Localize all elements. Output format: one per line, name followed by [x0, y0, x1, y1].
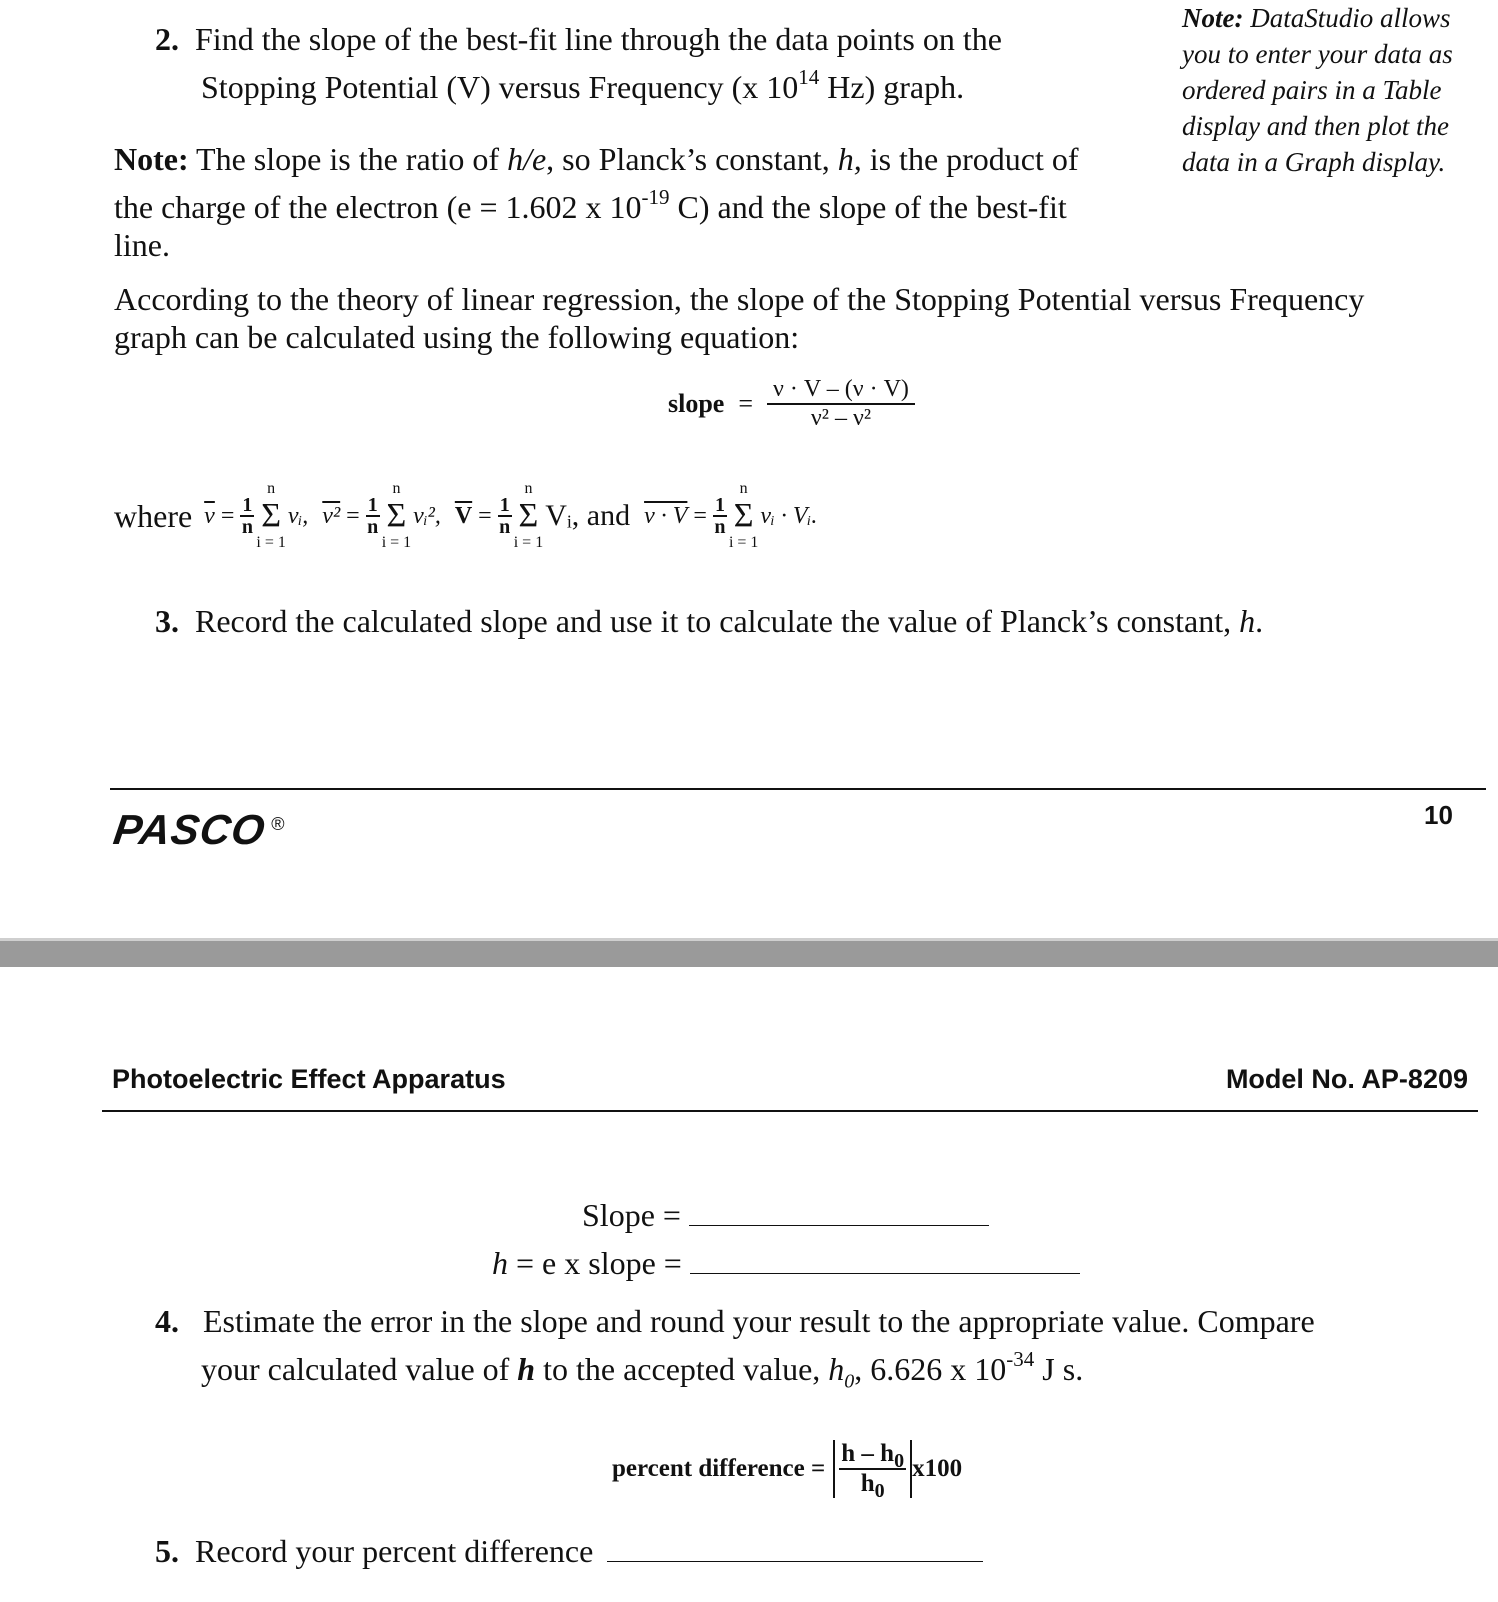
slope-label: Slope =	[582, 1197, 681, 1233]
equals-sign: =	[693, 502, 707, 529]
note-text: is the product of	[861, 141, 1079, 177]
slope-denominator: ν² – ν²	[810, 405, 872, 431]
h-answer	[492, 1244, 1080, 1282]
sum-lower: i = 1	[513, 534, 544, 551]
regression-text: According to the theory of linear regression, the slope of the Stopping Potential versus Frequency	[114, 281, 1365, 317]
step-number: 4.	[155, 1303, 179, 1339]
frac-numerator: 1	[242, 494, 253, 516]
sum-upper: n	[267, 480, 276, 497]
subscript: 0	[844, 1370, 855, 1393]
term: νᵢ · Vᵢ.	[760, 502, 818, 529]
h0-symbol: h	[828, 1351, 845, 1387]
step-5	[155, 1532, 983, 1570]
superscript: -34	[1006, 1347, 1035, 1372]
side-note-text: DataStudio allows you to enter your data as ordered pairs in a Table display and then plot the data in a Graph display.	[1182, 3, 1453, 177]
where-line	[114, 480, 817, 552]
frac-numerator: 1	[367, 494, 378, 516]
frac-numerator: 1	[714, 494, 725, 516]
note-text: the charge of the electron (e = 1.602 x 10	[114, 189, 642, 225]
superscript: -19	[641, 185, 670, 210]
pd-numerator-text: h – h	[841, 1440, 895, 1467]
slope-fraction	[767, 376, 915, 432]
nu-mean: $\overline{\nu}$	[204, 502, 215, 529]
percent-label: percent difference =	[612, 1455, 826, 1482]
pd-denominator	[860, 1470, 885, 1502]
subscript: 0	[874, 1480, 885, 1502]
h-over-e: h/e	[507, 141, 547, 177]
summation	[382, 480, 411, 552]
sum-lower: i = 1	[728, 534, 759, 551]
h-symbol: h	[517, 1351, 536, 1387]
side-note	[1182, 0, 1472, 180]
step-text: Record your percent difference	[195, 1533, 594, 1569]
frac-denominator: n	[367, 516, 379, 538]
superscript: 14	[798, 65, 820, 90]
one-over-n	[713, 495, 727, 537]
note-label: Note:	[114, 141, 189, 177]
footer-rule	[110, 788, 1486, 790]
equals-sign: =	[738, 389, 754, 418]
step-text: , 6.626 x 10	[854, 1351, 1007, 1387]
note-text: The slope is the ratio of	[188, 141, 508, 177]
equals-sign: =	[220, 502, 235, 529]
step-text: Hz) graph.	[819, 69, 965, 105]
registered-mark: ®	[271, 814, 286, 834]
step-text: J s.	[1034, 1351, 1084, 1387]
slope-answer	[582, 1196, 989, 1234]
step-text: Stopping Potential (V) versus Frequency (x 10	[201, 69, 799, 105]
sigma-symbol: Σ	[261, 497, 281, 534]
nuV-mean: ν · V	[644, 502, 688, 529]
frac-numerator: 1	[499, 494, 510, 516]
sigma-symbol: Σ	[733, 497, 754, 534]
step-text: your calculated value of	[201, 1351, 518, 1387]
step-4	[155, 1302, 1475, 1393]
note-paragraph	[114, 140, 1164, 264]
logo-text: PASCO	[110, 806, 269, 853]
h-label: = e x slope =	[508, 1245, 682, 1281]
step-text: to the accepted value,	[535, 1351, 829, 1387]
h-symbol: h,	[837, 141, 862, 177]
step-number: 2.	[155, 21, 179, 57]
sum-upper: n	[739, 480, 748, 497]
note-text: , so Planck’s constant,	[546, 141, 838, 177]
note-text: C) and the slope of the best-fit	[669, 189, 1067, 225]
step-text: Estimate the error in the slope and round your result to the appropriate value. Compare	[203, 1303, 1315, 1339]
slope-equation	[668, 376, 915, 432]
h-symbol: h	[1239, 603, 1256, 639]
equals-sign: =	[478, 502, 492, 529]
subscript: 0	[894, 1450, 905, 1472]
header-title: Photoelectric Effect Apparatus	[112, 1064, 506, 1094]
percent-difference-equation	[612, 1440, 963, 1502]
sum-lower: i = 1	[381, 534, 412, 551]
side-note-label: Note:	[1182, 3, 1244, 33]
header-rule	[102, 1110, 1478, 1112]
period: .	[1255, 603, 1264, 639]
times-100: x100	[912, 1455, 963, 1482]
step-number: 5.	[155, 1533, 179, 1569]
equals-sign: =	[346, 502, 360, 529]
note-text: line.	[114, 227, 170, 263]
absolute-value	[833, 1440, 912, 1502]
step-3	[155, 602, 1455, 640]
one-over-n	[498, 495, 512, 537]
pd-numerator	[839, 1440, 906, 1470]
V-mean: $\overline{V}$	[454, 502, 473, 529]
summation	[256, 480, 285, 552]
summation	[514, 480, 543, 552]
sum-lower: i = 1	[256, 534, 286, 551]
slope-blank[interactable]	[689, 1199, 989, 1226]
h-symbol: h	[492, 1245, 508, 1281]
frac-denominator: n	[714, 516, 726, 538]
frac-denominator: n	[241, 516, 253, 538]
regression-text: graph can be calculated using the following equation:	[114, 319, 800, 355]
nu-sq-mean: ν²	[322, 502, 341, 529]
summation	[729, 480, 758, 552]
page-separator	[0, 941, 1498, 967]
term: νᵢ,	[287, 502, 309, 529]
regression-paragraph	[114, 280, 1474, 356]
term: Vᵢ, and	[545, 499, 631, 532]
one-over-n	[366, 495, 380, 537]
sum-upper: n	[392, 480, 401, 497]
percent-blank[interactable]	[607, 1535, 983, 1562]
sum-upper: n	[524, 480, 533, 497]
one-over-n	[240, 495, 254, 537]
step-text: Record the calculated slope and use it to calculate the value of Planck’s constant,	[195, 603, 1240, 639]
step-text: Find the slope of the best-fit line through the data points on the	[195, 21, 1002, 57]
pasco-logo	[110, 806, 286, 854]
sigma-symbol: Σ	[518, 497, 539, 534]
step-number: 3.	[155, 603, 179, 639]
page-number: 10	[1424, 800, 1453, 830]
step-2	[155, 20, 1115, 106]
slope-numerator: ν · V – (ν · V)	[767, 376, 915, 405]
header-model: Model No. AP-8209	[1225, 1064, 1468, 1094]
sigma-symbol: Σ	[386, 497, 407, 534]
frac-denominator: n	[499, 516, 511, 538]
h-blank[interactable]	[690, 1247, 1080, 1274]
slope-label: slope	[668, 389, 725, 418]
pd-denominator-text: h	[860, 1470, 875, 1497]
where-word: where	[114, 498, 193, 534]
term: νᵢ²,	[413, 502, 441, 529]
